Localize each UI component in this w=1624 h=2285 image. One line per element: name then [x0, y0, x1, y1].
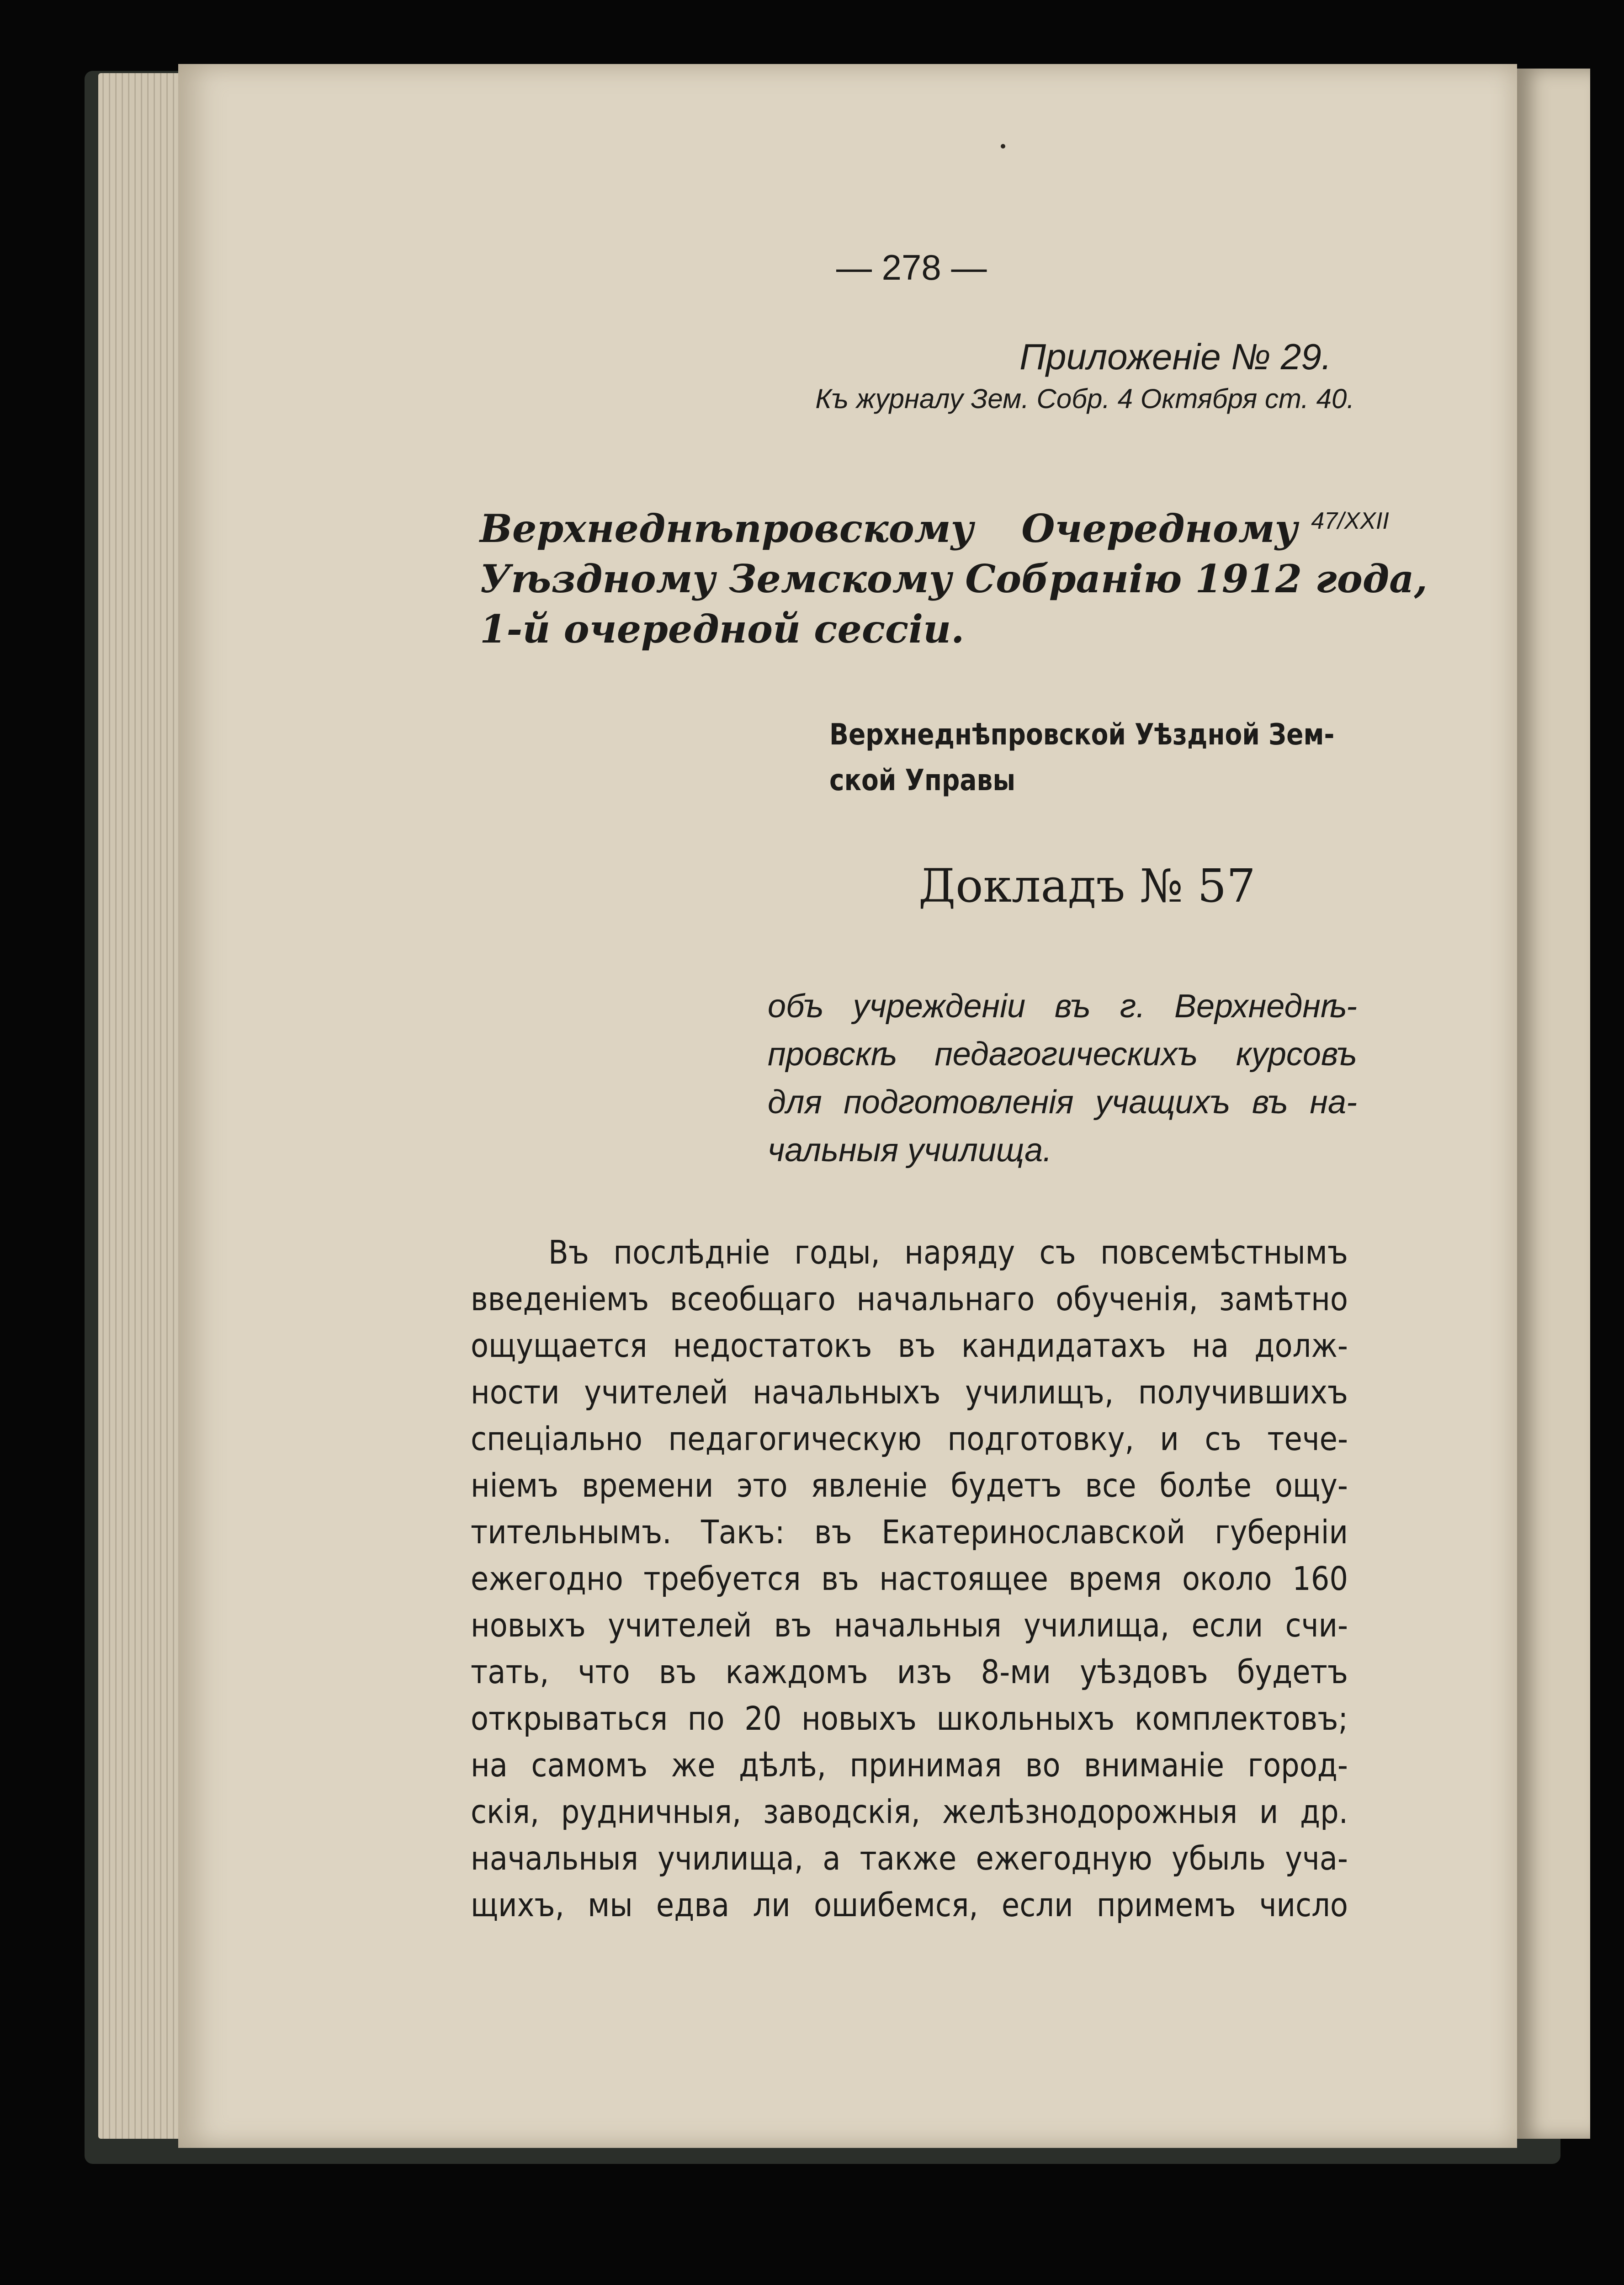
body-line: начальныя училища, а также ежегодную убыль уча- — [471, 1839, 1348, 1877]
page-number: — 278 — — [836, 247, 987, 287]
body-line: на самомъ же дѣлѣ, принимая во вниманіе город- — [471, 1746, 1348, 1784]
address-heading — [480, 496, 1428, 654]
facing-page-edge — [1517, 69, 1590, 2139]
address-mark: 47/XXII — [1311, 508, 1389, 534]
subject-line: провскѣ педагогическихъ курсовъ — [768, 1036, 1357, 1073]
body-line: ніемъ времени это явленіе будетъ все болѣе ощу- — [471, 1467, 1348, 1504]
ink-speck — [1001, 144, 1005, 149]
board-title — [829, 712, 1335, 803]
subject-line: чальныя училища. — [768, 1132, 1052, 1169]
report-title: Докладъ № 57 — [918, 859, 1256, 913]
body-line: открываться по 20 новыхъ школьныхъ комплектовъ; — [471, 1700, 1348, 1738]
board-line: ской Управы — [829, 764, 1016, 797]
body-line: ности учителей начальныхъ училищъ, получившихъ — [471, 1373, 1348, 1411]
address-line: 1-й очередной сессіи. — [480, 606, 965, 652]
subject-line: объ учрежденіи въ г. Верхнеднѣ- — [768, 988, 1357, 1025]
appendix-heading: Приложеніе № 29. — [1019, 336, 1332, 377]
body-line: Въ послѣдніе годы, наряду съ повсемѣстнымъ — [548, 1233, 1348, 1271]
address-line: Уѣздному Земскому Собранію 1912 года, — [480, 556, 1428, 601]
subject-line: для подготовленія учащихъ въ на- — [768, 1084, 1357, 1121]
body-line: спеціально педагогическую подготовку, и съ тече- — [471, 1420, 1348, 1458]
body-line: ощущается недостатокъ въ кандидатахъ на долж- — [471, 1327, 1348, 1365]
body-line: новыхъ учителей въ начальныя училища, если счи- — [471, 1606, 1348, 1644]
address-line: Верхнеднѣпровскому Очередному $^{47/XXII}$ — [480, 506, 1389, 551]
body-text — [471, 1229, 1348, 1929]
report-subject — [768, 983, 1357, 1174]
body-line: скія, рудничныя, заводскія, желѣзнодорожныя и др. — [471, 1793, 1348, 1831]
body-line: ежегодно требуется въ настоящее время около 160 — [471, 1560, 1348, 1598]
body-line: введеніемъ всеобщаго начальнаго обученія, замѣтно — [471, 1280, 1348, 1318]
body-line: щихъ, мы едва ли ошибемся, если примемъ число — [471, 1886, 1348, 1924]
board-line: Верхнеднѣпровской Уѣздной Зем- — [829, 718, 1335, 752]
body-line: тительнымъ. Такъ: въ Екатеринославской губерніи — [471, 1513, 1348, 1551]
journal-reference: Къ журналу Зем. Собр. 4 Октября ст. 40. — [815, 383, 1354, 414]
body-line: тать, что въ каждомъ изъ 8-ми уѣздовъ будетъ — [471, 1653, 1348, 1691]
